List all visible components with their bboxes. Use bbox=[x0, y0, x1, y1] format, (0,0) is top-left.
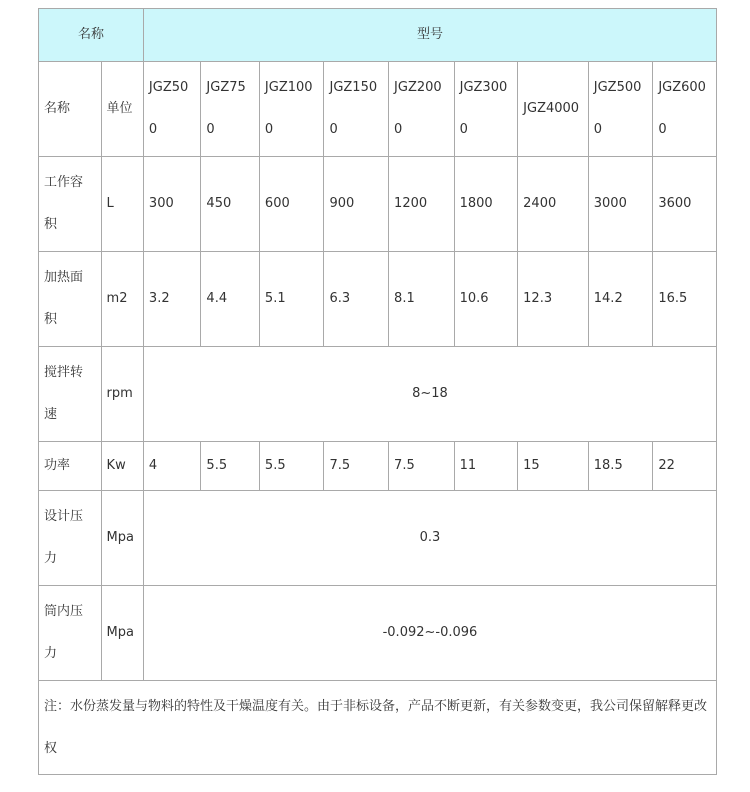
model-cell: JGZ4000 bbox=[518, 62, 589, 157]
header-model-cell: 型号 bbox=[143, 9, 716, 62]
model-row bbox=[39, 62, 717, 157]
row-unit: rpm bbox=[101, 347, 143, 442]
value-cell: 2400 bbox=[518, 157, 589, 252]
value-cell: 10.6 bbox=[454, 252, 518, 347]
spec-table bbox=[38, 8, 717, 775]
model-row-unit: 单位 bbox=[101, 62, 143, 157]
merged-value-cell: 0.3 bbox=[143, 491, 716, 586]
value-cell: 1200 bbox=[389, 157, 455, 252]
value-cell: 12.3 bbox=[518, 252, 589, 347]
row-unit: Mpa bbox=[101, 586, 143, 681]
merged-value-cell: 8~18 bbox=[143, 347, 716, 442]
row-label: 工作容积 bbox=[39, 157, 102, 252]
row-label: 设计压力 bbox=[39, 491, 102, 586]
inner-pressure-row bbox=[39, 586, 717, 681]
row-label: 筒内压力 bbox=[39, 586, 102, 681]
value-cell: 4 bbox=[143, 442, 201, 491]
value-cell: 6.3 bbox=[324, 252, 389, 347]
speed-row bbox=[39, 347, 717, 442]
design-pressure-row bbox=[39, 491, 717, 586]
model-cell: JGZ5000 bbox=[588, 62, 653, 157]
model-cell: JGZ750 bbox=[201, 62, 260, 157]
area-row bbox=[39, 252, 717, 347]
value-cell: 15 bbox=[518, 442, 589, 491]
model-cell: JGZ1000 bbox=[259, 62, 324, 157]
header-name-cell: 名称 bbox=[39, 9, 144, 62]
value-cell: 22 bbox=[653, 442, 717, 491]
row-label: 加热面积 bbox=[39, 252, 102, 347]
model-cell: JGZ3000 bbox=[454, 62, 518, 157]
value-cell: 450 bbox=[201, 157, 260, 252]
model-cell: JGZ1500 bbox=[324, 62, 389, 157]
row-unit: Kw bbox=[101, 442, 143, 491]
value-cell: 11 bbox=[454, 442, 518, 491]
merged-value-cell: -0.092~-0.096 bbox=[143, 586, 716, 681]
power-row bbox=[39, 442, 717, 491]
note-row bbox=[39, 681, 717, 775]
row-label: 搅拌转速 bbox=[39, 347, 102, 442]
value-cell: 5.1 bbox=[259, 252, 324, 347]
value-cell: 18.5 bbox=[588, 442, 653, 491]
header-row bbox=[39, 9, 717, 62]
volume-row bbox=[39, 157, 717, 252]
value-cell: 8.1 bbox=[389, 252, 455, 347]
value-cell: 3.2 bbox=[143, 252, 201, 347]
value-cell: 4.4 bbox=[201, 252, 260, 347]
value-cell: 5.5 bbox=[201, 442, 260, 491]
model-cell: JGZ2000 bbox=[389, 62, 455, 157]
value-cell: 7.5 bbox=[389, 442, 455, 491]
model-cell: JGZ500 bbox=[143, 62, 201, 157]
row-unit: Mpa bbox=[101, 491, 143, 586]
row-label: 功率 bbox=[39, 442, 102, 491]
value-cell: 300 bbox=[143, 157, 201, 252]
value-cell: 3000 bbox=[588, 157, 653, 252]
value-cell: 600 bbox=[259, 157, 324, 252]
value-cell: 7.5 bbox=[324, 442, 389, 491]
note-text: 注：水份蒸发量与物料的特性及干燥温度有关。由于非标设备，产品不断更新，有关参数变更，我公司保留解释更改权 bbox=[39, 681, 717, 775]
model-row-name: 名称 bbox=[39, 62, 102, 157]
row-unit: m2 bbox=[101, 252, 143, 347]
value-cell: 900 bbox=[324, 157, 389, 252]
value-cell: 5.5 bbox=[259, 442, 324, 491]
row-unit: L bbox=[101, 157, 143, 252]
value-cell: 3600 bbox=[653, 157, 717, 252]
value-cell: 1800 bbox=[454, 157, 518, 252]
value-cell: 16.5 bbox=[653, 252, 717, 347]
value-cell: 14.2 bbox=[588, 252, 653, 347]
model-cell: JGZ6000 bbox=[653, 62, 717, 157]
